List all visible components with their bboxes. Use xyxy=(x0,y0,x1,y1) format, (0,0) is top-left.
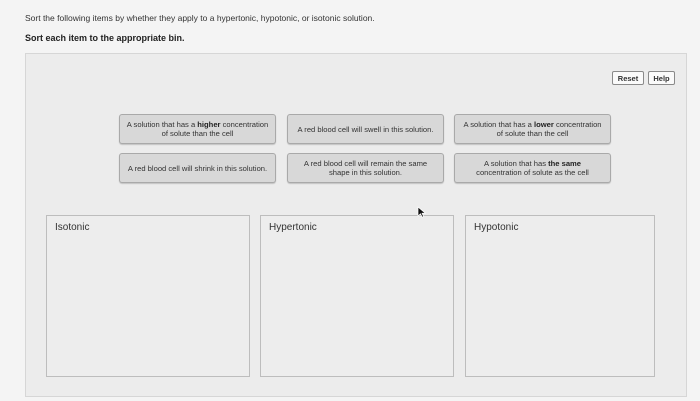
bin-isotonic[interactable] xyxy=(46,215,250,377)
reset-button[interactable]: Reset xyxy=(612,71,644,85)
help-button[interactable]: Help xyxy=(648,71,675,85)
bin-label-isotonic: Isotonic xyxy=(55,222,90,233)
instruction-text: Sort the following items by whether they apply to a hypertonic, hypotonic, or isotonic solution. xyxy=(25,13,375,23)
mouse-pointer-icon xyxy=(417,206,427,218)
bin-label-hypotonic: Hypotonic xyxy=(474,222,519,233)
bin-label-hypertonic: Hypertonic xyxy=(269,222,317,233)
item-cell-shrink[interactable]: A red blood cell will shrink in this solution. xyxy=(119,153,276,183)
item-cell-same-shape[interactable]: A red blood cell will remain the same shape in this solution. xyxy=(287,153,444,183)
item-lower-concentration[interactable]: A solution that has a lower concentration of solute than the cell xyxy=(454,114,611,144)
item-same-concentration[interactable]: A solution that has the same concentration of solute as the cell xyxy=(454,153,611,183)
bin-hypertonic[interactable] xyxy=(260,215,454,377)
item-cell-swell[interactable]: A red blood cell will swell in this solution. xyxy=(287,114,444,144)
bin-hypotonic[interactable] xyxy=(465,215,655,377)
instruction-subtext: Sort each item to the appropriate bin. xyxy=(25,33,185,43)
item-higher-concentration[interactable]: A solution that has a higher concentration of solute than the cell xyxy=(119,114,276,144)
